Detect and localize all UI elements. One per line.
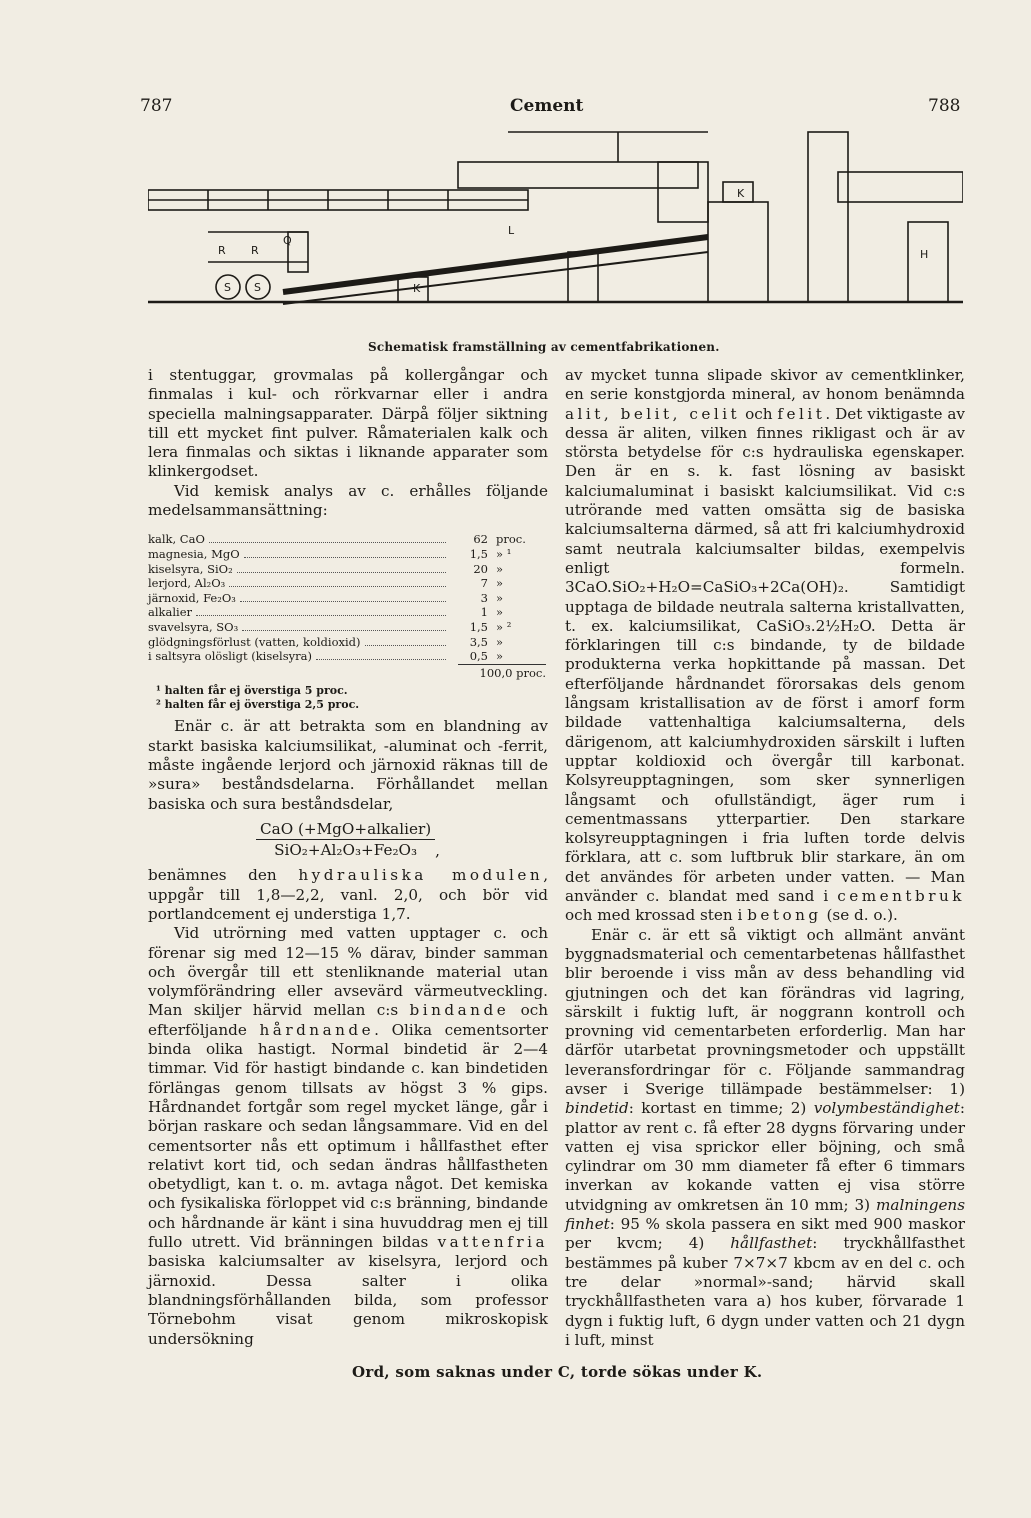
right-column	[565, 366, 965, 1350]
composition-row: i saltsyra olösligt (kiselsyra) 0,5 »	[148, 649, 504, 664]
composition-row: magnesia, MgO 1,5 » ¹	[148, 546, 512, 561]
figure-label-K-bottom: K	[413, 282, 421, 295]
paragraph: Enär c. är att betrakta som en blandning av starkt basiska kalciumsilikat, -aluminat och -ferrit, måste ingående lerjord och järnoxid räknas till de »sura» beståndsdelarna. Förhållandet mellan basiska och sura beståndsdelar,	[148, 717, 548, 813]
composition-table	[148, 532, 548, 680]
paragraph: av mycket tunna slipade skivor av cementklinker, en serie konstgjorda mineral, av honom benämnda alit, belit, celit och felit. Det viktigaste av dessa är aliten, vilken finnes rikligast och är av största betydelse för c:s hydrauliska egenskaper. Den är en s. k. fast lösning av basiskt kalciumaluminat i basiskt kalciumsilikat. Vid c:s utrörande med vatten omsätta sig de basiska kalciumsalterna därmed, så att fri kalciumhydroxid samt neutrala kalciumsalter bildas, exempelvis enligt formeln. 3CaO.SiO₂+H₂O=CaSiO₃+2Ca(OH)₂. Samtidigt upptaga de bildade neutrala salterna kristallvatten, t. ex. kalciumsilikat, CaSiO₃.2½H₂O. Detta är förklaringen till c:s bindande, ty de bildade produkterna verka hopkittande på massan. Det efterföljande hårdnandet förorsakas dels genom långsam kristallisation av de först i amorf form bildade vattenhaltiga kalciumsalterna, dels därigenom, att kalciumhydroxiden särskilt i luften upptar koldioxid och övergår till karbonat. Kolsyreupptagningen, som sker synnerligen långsamt och ofullständigt, äger rum i cementmassans ytterpartier. Den starkare kolsyreupptagningen i fria luften torde delvis förklara, att c. som luftbruk blir starkare, än om det användes för arbeten under vatten. — Man använder c. blandat med sand i cementbruk och med krossad sten i betong (se d. o.).	[565, 366, 966, 925]
composition-row: kalk, CaO 62 proc.	[148, 532, 526, 547]
figure-label-Q: Q	[283, 234, 292, 247]
formula-denominator: SiO₂+Al₂O₃+Fe₂O₃	[274, 841, 418, 860]
page-number-right: 788	[928, 96, 961, 116]
footnote-2: ² halten får ej överstiga 2,5 proc.	[156, 697, 360, 711]
figure-label-R1: R	[218, 244, 226, 257]
footnote-1: ¹ halten får ej överstiga 5 proc.	[156, 684, 348, 698]
paragraph: i stentuggar, grovmalas på kollergångar och finmalas i kul- och rörkvarnar eller i andra speciella malningsapparater. Därpå följer siktning till ett mycket fint pulver. Råmaterialen kalk och lera finmalas och siktas i liknande apparater som klinkergodset.	[148, 366, 548, 481]
left-column	[148, 366, 548, 1349]
composition-row: glödgningsförlust (vatten, koldioxid) 3,5 »	[148, 634, 504, 649]
composition-row: alkalier 1 »	[148, 605, 504, 620]
composition-row: järnoxid, Fe₂O₃ 3 »	[148, 590, 504, 605]
running-title: Cement	[510, 96, 584, 116]
cement-factory-diagram	[148, 112, 963, 334]
figure-label-K-top: K	[737, 187, 745, 200]
composition-row: svavelsyra, SO₃ 1,5 » ²	[148, 619, 512, 634]
formula-numerator: CaO (+MgO+alkalier)	[256, 820, 435, 840]
figure-label-S2: S	[254, 281, 261, 294]
figure-label-L: L	[508, 224, 515, 237]
figure-label-S1: S	[224, 281, 231, 294]
paragraph: Vid utrörning med vatten upptager c. och förenar sig med 12—15 % därav, binder samman och övergår till ett stenliknande material utan volymförändring eller avsevärd värmeutveckling. Man skiljer härvid mellan c:s bindande och efterföljande hårdnande. Olika cementsorter binda olika hastigt. Normal bindetid är 2—4 timmar. Vid för hastigt bindande c. kan bindetiden förlängas genom tillsats av högst 3 % gips. Hårdnandet fortgår som regel mycket länge, går i början raskare och sedan långsammare. Vid en del cementsorter nås ett optimum i hållfasthet efter relativt kort tid, och sedan ändras hållfastheten obetydligt, kan t. o. m. avtaga något. Det kemiska och fysikaliska förloppet vid c:s bränning, bindande och hårdnande är känt i sina huvuddrag men ej till fullo utrett. Vid bränningen bildas vattenfria basiska kalciumsalter av kiselsyra, lerjord och järnoxid. Dessa salter i olika blandningsförhållanden bilda, som professor Törnebohm visat genom mikroskopisk undersökning	[148, 924, 548, 1348]
composition-row: lerjord, Al₂O₃ 7 »	[148, 576, 504, 591]
composition-total: 100,0 proc.	[458, 664, 546, 681]
paragraph: Vid kemisk analys av c. erhålles följande medelsammansättning:	[148, 481, 548, 520]
hydraulic-modulus-formula: $\frac{\text{CaO (+MgO+alkalier)}}{\text{SiO₂+Al₂O₃+Fe₂O₃}}$ ,	[148, 820, 548, 861]
paragraph: Enär c. är ett så viktigt och allmänt använt byggnadsmaterial och cementarbetenas hållfasthet blir beroende i viss mån av dess behandling vid gjutningen och det kan förändras vid lagring, särskilt i fuktig luft, är noggrann kontroll och provning vid cementarbeten erforderlig. Man har därför utarbetat provningsmetoder och uppställt leveransfordringar för c. Följande sammandrag avser i Sverige tillämpade bestämmelser: 1) bindetid: kortast en timme; 2) volymbeständighet: plattor av rent c. få efter 28 dygns förvaring under vatten ej visa sprickor eller böjning, och små cylindrar om 30 mm diameter få efter 6 timmars inverkan av kokande vatten ej visa större utvidgning av omkretsen än 10 mm; 3) malningens finhet: 95 % skola passera en sikt med 900 maskor per kvcm; 4) hållfasthet: tryckhållfasthet bestämmes på kuber 7×7×7 kbcm av en del c. och tre delar »normal»-sand; härvid skall tryckhållfastheten vara a) hos kuber, förvarade 1 dygn i fuktig luft, 6 dygn under vatten och 21 dygn i luft, minst	[565, 925, 966, 1349]
footer-note: Ord, som saknas under C, torde sökas under K.	[352, 1363, 763, 1381]
figure-label-H: H	[920, 248, 929, 261]
paragraph: benämnes den hydrauliska modulen, uppgår till 1,8—2,2, vanl. 2,0, och bör vid portlandcement ej understiga 1,7.	[148, 866, 549, 923]
page-number-left: 787	[140, 96, 173, 116]
figure-label-R2: R	[251, 244, 259, 257]
figure-caption: Schematisk framställning av cementfabrikationen.	[368, 340, 720, 354]
composition-row: kiselsyra, SiO₂ 20 »	[148, 561, 504, 576]
